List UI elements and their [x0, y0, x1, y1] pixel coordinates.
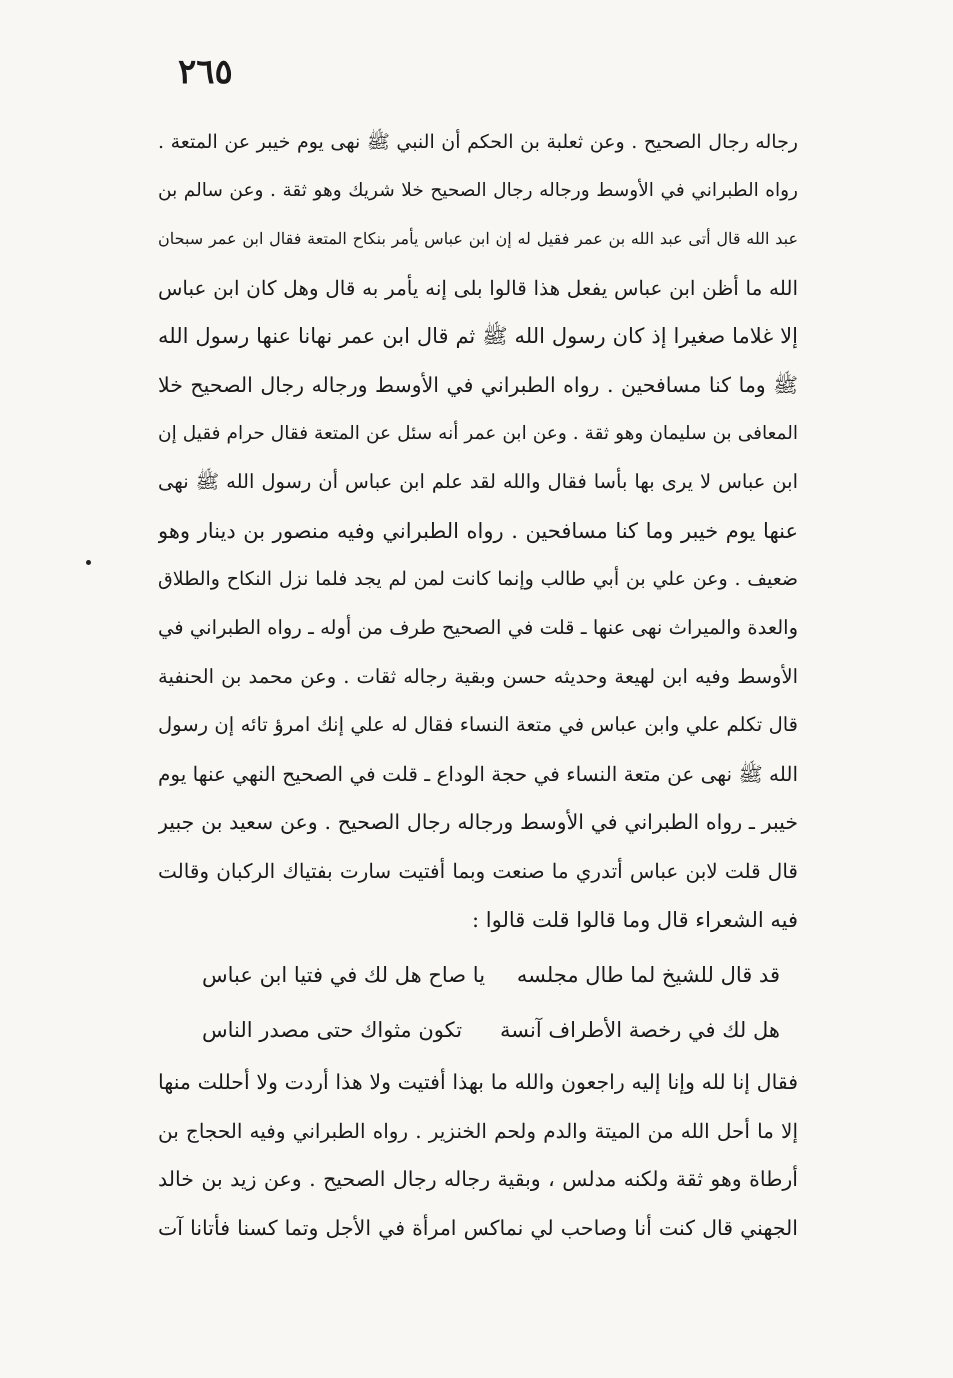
text-line: الله ما أظن ابن عباس يفعل هذا قالوا بلى إنه يأمر به قال وهل كان ابن عباس: [158, 275, 798, 300]
page-number: ٢٦٥: [178, 52, 233, 92]
text-line: عنها يوم خيبر وما كنا مسافحين . رواه الطبراني وفيه منصور بن دينار وهو: [158, 518, 798, 543]
verse-first-hemistich: هل لك في رخصة الأطراف آنسة: [500, 1018, 780, 1043]
text-line: إلا غلاما صغيرا إذ كان رسول الله ﷺ ثم قال ابن عمر نهانا عنها رسول الله: [158, 324, 798, 349]
text-line: خيبر ـ رواه الطبراني في الأوسط ورجاله رجال الصحيح . وعن سعيد بن جبير: [158, 810, 798, 835]
text-line: قال قلت لابن عباس أتدري ما صنعت وبما أفتيت سارت بفتياك الركبان وقالت: [158, 858, 798, 883]
text-line: إلا ما أحل الله من الميتة والدم ولحم الخنزير . رواه الطبراني وفيه الحجاج بن: [158, 1118, 798, 1143]
text-line: فيه الشعراء قال وما قالوا قلت قالوا :: [472, 907, 798, 932]
verse-second-hemistich: يا صاح هل لك في فتيا ابن عباس: [202, 963, 486, 988]
ink-speck: [86, 560, 91, 565]
text-line: أرطاة وهو ثقة ولكنه مدلس ، وبقية رجاله رجال الصحيح . وعن زيد بن خالد: [158, 1167, 798, 1192]
poem-verse: [158, 948, 798, 1003]
text-line: رجاله رجال الصحيح . وعن ثعلبة بن الحكم أن النبي ﷺ نهى يوم خيبر عن المتعة .: [158, 131, 798, 153]
text-line: الجهني قال كنت أنا وصاحب لي نماكس امرأة في الأجل وتما كسنا فأتانا آت: [158, 1215, 798, 1240]
verse-second-hemistich: تكون مثواك حتى مصدر الناس: [202, 1018, 463, 1043]
text-line: ضعيف . وعن علي بن أبي طالب وإنما كانت لمن لم يجد فلما نزل النكاح والطلاق: [158, 568, 798, 591]
text-line: الله ﷺ نهى عن متعة النساء في حجة الوداع ـ قلت في الصحيح النهي عنها يوم: [158, 761, 798, 786]
text-line: والعدة والميراث نهى عنها ـ قلت في الصحيح طرف من أوله ـ رواه الطبراني في: [158, 615, 798, 639]
body-text: [158, 118, 798, 1252]
text-line: عبد الله قال أتى عبد الله بن عمر فقيل له إن ابن عباس يأمر بنكاح المتعة فقال ابن عمر سبحان: [158, 229, 798, 249]
text-line: ابن عباس لا يرى بها بأسا فقال والله لقد علم ابن عباس أن رسول الله ﷺ نهى: [158, 470, 798, 494]
text-line: الأوسط وفيه ابن لهيعة وحديثه حسن وبقية رجاله ثقات . وعن محمد بن الحنفية: [158, 664, 798, 688]
text-line: رواه الطبراني في الأوسط ورجاله رجال الصحيح خلا شريك وهو ثقة . وعن سالم بن: [158, 179, 798, 201]
text-line: قال تكلم علي وابن عباس في متعة النساء فقال له علي إنك امرؤ تائه إن رسول: [158, 713, 798, 737]
verse-first-hemistich: قد قال للشيخ لما طال مجلسه: [516, 963, 780, 988]
text-line: فقال إنا لله وإنا إليه راجعون والله ما بهذا أفتيت ولا هذا أردت ولا أحللت منها: [158, 1070, 798, 1095]
text-line: المعافى بن سليمان وهو ثقة . وعن ابن عمر أنه سئل عن المتعة فقال حرام فقيل إن: [158, 422, 798, 444]
poem-verse: [158, 1003, 798, 1058]
text-line: ﷺ وما كنا مسافحين . رواه الطبراني في الأوسط ورجاله رجال الصحيح خلا: [158, 372, 798, 397]
